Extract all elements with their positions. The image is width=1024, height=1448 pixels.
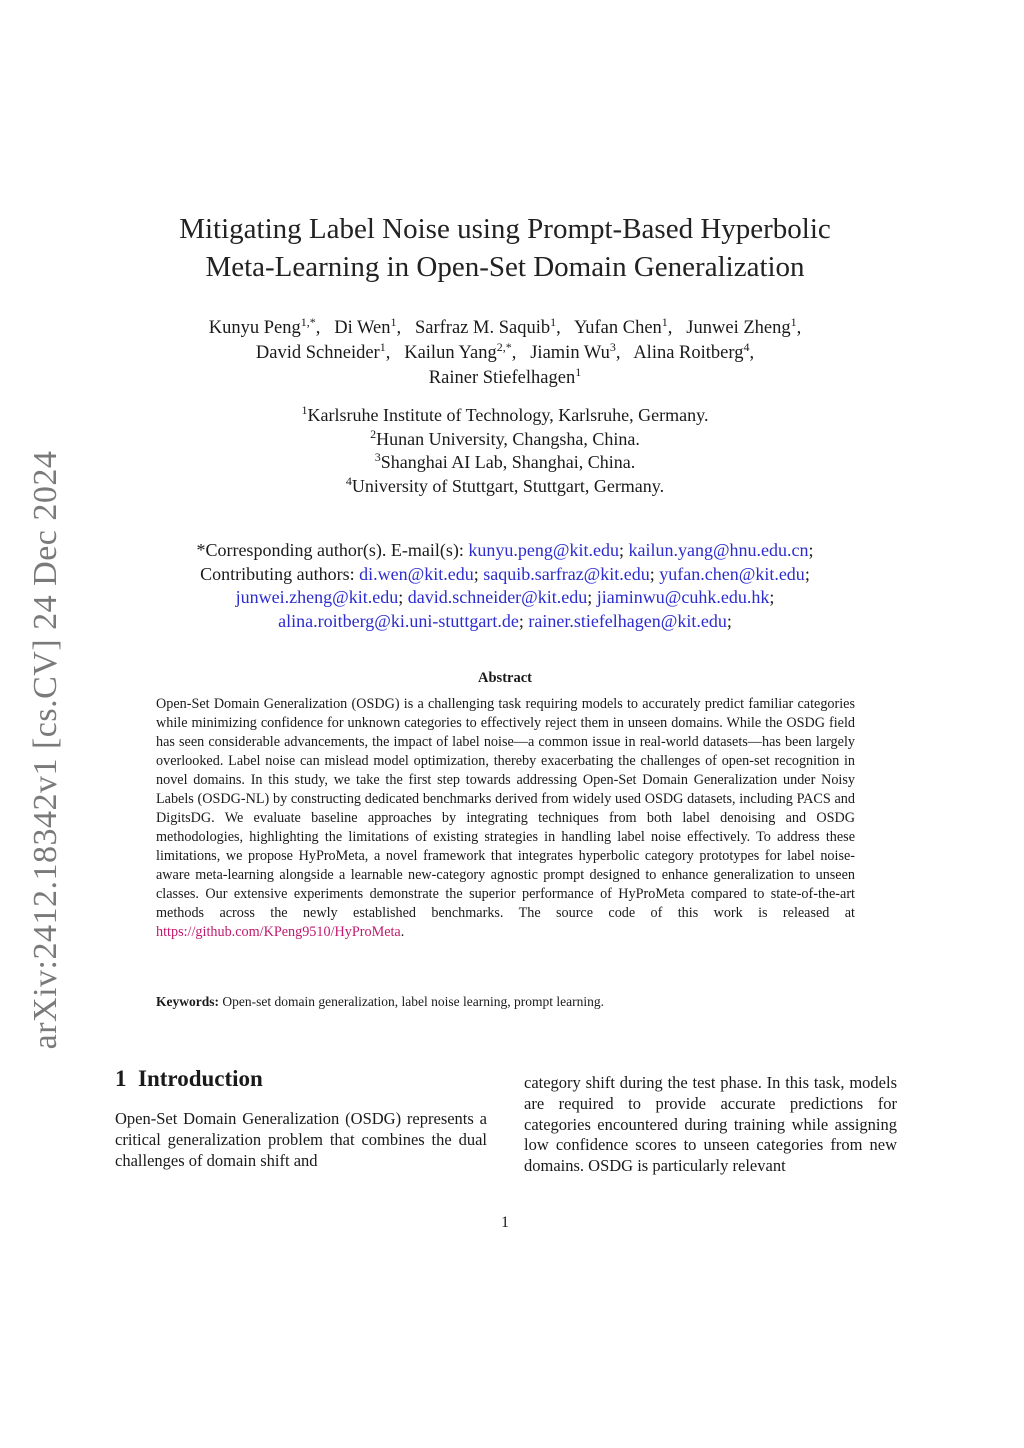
affil-mark: 4	[345, 473, 352, 488]
affiliation	[150, 475, 860, 499]
affiliation-text: Karlsruhe Institute of Technology, Karlsruhe, Germany.	[307, 405, 709, 425]
paper-title	[150, 210, 860, 286]
email-link[interactable]: jiaminwu@cuhk.edu.hk	[596, 587, 770, 607]
corresponding-label: *Corresponding author(s). E-mail(s):	[196, 540, 464, 560]
keywords-label: Keywords:	[156, 994, 219, 1009]
author-affil-mark: 3	[609, 339, 616, 354]
author-separator: ,	[615, 343, 630, 363]
title-line-2: Meta-Learning in Open-Set Domain Generalization	[205, 251, 805, 283]
author-affil-mark: 4	[743, 339, 750, 354]
intro-right-column: category shift during the test phase. In this task, models are required to provide accurate predictions for categories encountered during training while assigning low confidence scores to unseen categories from new domains. OSDG is particularly relevant	[524, 1073, 897, 1176]
contributing-label: Contributing authors:	[200, 563, 355, 584]
author-affil-mark: 1	[661, 314, 668, 329]
author-name: Jiamin Wu	[530, 343, 610, 363]
author-line-2	[150, 341, 860, 366]
author-name: Alina Roitberg	[633, 343, 744, 363]
affiliation-list	[150, 404, 860, 498]
author-affil-mark: 2,*	[496, 339, 512, 354]
contributing-line: junwei.zheng@kit.edu; david.schneider@kit.edu; jiaminwu@cuhk.edu.hk;	[235, 587, 775, 607]
author-list	[150, 316, 860, 391]
section-heading	[115, 1066, 263, 1092]
author-name: Junwei Zheng	[686, 318, 791, 338]
author-affil-mark: 1	[575, 364, 582, 379]
contributing-line: alina.roitberg@ki.uni-stuttgart.de; rainer.stiefelhagen@kit.edu;	[278, 610, 732, 631]
affil-mark: 2	[370, 426, 377, 441]
contact-block	[140, 539, 870, 633]
affil-mark: 1	[301, 403, 308, 417]
author-name: Kailun Yang	[404, 343, 497, 363]
author-affil-mark: 1	[550, 314, 557, 329]
section-number: 1	[115, 1066, 127, 1091]
author-name: Yufan Chen	[573, 318, 662, 338]
email-link[interactable]: di.wen@kit.edu	[359, 563, 474, 584]
author-affil-mark: 1	[390, 314, 397, 329]
abstract-heading: Abstract	[478, 670, 532, 686]
affiliation	[150, 451, 860, 475]
affiliation-text: University of Stuttgart, Stuttgart, Germany.	[351, 475, 665, 496]
author-separator: ,	[796, 318, 802, 338]
author-separator: ,	[511, 343, 526, 363]
keywords-text: Open-set domain generalization, label noise learning, prompt learning.	[222, 994, 605, 1009]
section-title: Introduction	[138, 1066, 263, 1091]
email-link[interactable]: rainer.stiefelhagen@kit.edu	[528, 610, 727, 631]
abstract-text: Open-Set Domain Generalization (OSDG) is a challenging task requiring models to accurately predict familiar categories while minimizing confidence for unknown categories to effectively reject them in unseen domains. While the OSDG field has seen considerable advancements, the impact of label noise—a common issue in real-world datasets—has been largely overlooked. Label noise can mislead model optimization, thereby exacerbating the challenges of open-set recognition in novel domains. In this study, we take the first step towards addressing Open-Set Domain Generalization under Noisy Labels (OSDG-NL) by constructing dedicated benchmarks derived from widely used OSDG datasets, including PACS and DigitsDG. We evaluate baseline approaches by integrating techniques from both label denoising and OSDG methodologies, highlighting the limitations of existing strategies in handling label noise effectively. To address these limitations, we propose HyProMeta, a novel framework that integrates hyperbolic category prototypes for label noise-aware meta-learning alongside a learnable new-category agnostic prompt designed to enhance generalization to unseen classes. Our extensive experiments demonstrate the superior performance of HyProMeta compared to state-of-the-art methods across the newly established benchmarks. The source code of this work is released at	[156, 696, 855, 921]
author-line-1	[150, 316, 860, 341]
contributing-line: Contributing authors: di.wen@kit.edu; saquib.sarfraz@kit.edu; yufan.chen@kit.edu;	[200, 563, 810, 584]
author-affil-mark: 1	[790, 314, 797, 329]
email-link[interactable]: saquib.sarfraz@kit.edu	[483, 563, 650, 584]
intro-left-column: Open-Set Domain Generalization (OSDG) represents a critical generalization problem that combines the dual challenges of domain shift and	[115, 1109, 487, 1170]
email-link[interactable]: alina.roitberg@ki.uni-stuttgart.de	[278, 610, 519, 631]
author-name: Kunyu Peng	[208, 318, 301, 338]
corresponding-line: *Corresponding author(s). E-mail(s): kunyu.peng@kit.edu; kailun.yang@hnu.edu.cn;	[196, 540, 814, 560]
affiliation-text: Hunan University, Changsha, China.	[376, 428, 640, 449]
author-separator: ,	[749, 343, 755, 363]
author-separator: ,	[667, 318, 682, 338]
affiliation	[150, 404, 860, 428]
abstract-end: .	[400, 924, 405, 940]
author-name: Sarfraz M. Saquib	[414, 318, 551, 338]
arxiv-stamp: arXiv:2412.18342v1 [cs.CV] 24 Dec 2024	[27, 450, 64, 1050]
affiliation	[150, 428, 860, 452]
abstract-body	[156, 695, 855, 942]
author-separator: ,	[315, 318, 330, 338]
author-name: Rainer Stiefelhagen	[428, 368, 576, 388]
author-separator: ,	[556, 318, 570, 338]
email-link[interactable]: junwei.zheng@kit.edu	[235, 587, 399, 607]
author-separator: ,	[396, 318, 411, 338]
author-affil-mark: 1	[379, 339, 386, 354]
email-link[interactable]: kunyu.peng@kit.edu	[468, 540, 619, 560]
code-repository-link[interactable]: https://github.com/KPeng9510/HyProMeta	[156, 924, 401, 940]
author-separator: ,	[385, 343, 400, 363]
affil-mark: 3	[374, 450, 381, 464]
title-line-1: Mitigating Label Noise using Prompt-Based Hyperbolic	[179, 213, 831, 245]
keywords	[156, 993, 855, 1011]
affiliation-text: Shanghai AI Lab, Shanghai, China.	[380, 452, 636, 472]
email-link[interactable]: yufan.chen@kit.edu	[659, 563, 805, 584]
page-number: 1	[501, 1214, 509, 1231]
author-name: Di Wen	[334, 318, 391, 338]
author-line-3	[150, 366, 860, 391]
email-link[interactable]: david.schneider@kit.edu	[407, 587, 588, 607]
author-name: David Schneider	[255, 343, 380, 363]
email-link[interactable]: kailun.yang@hnu.edu.cn	[628, 540, 809, 560]
author-affil-mark: 1,*	[300, 314, 316, 329]
